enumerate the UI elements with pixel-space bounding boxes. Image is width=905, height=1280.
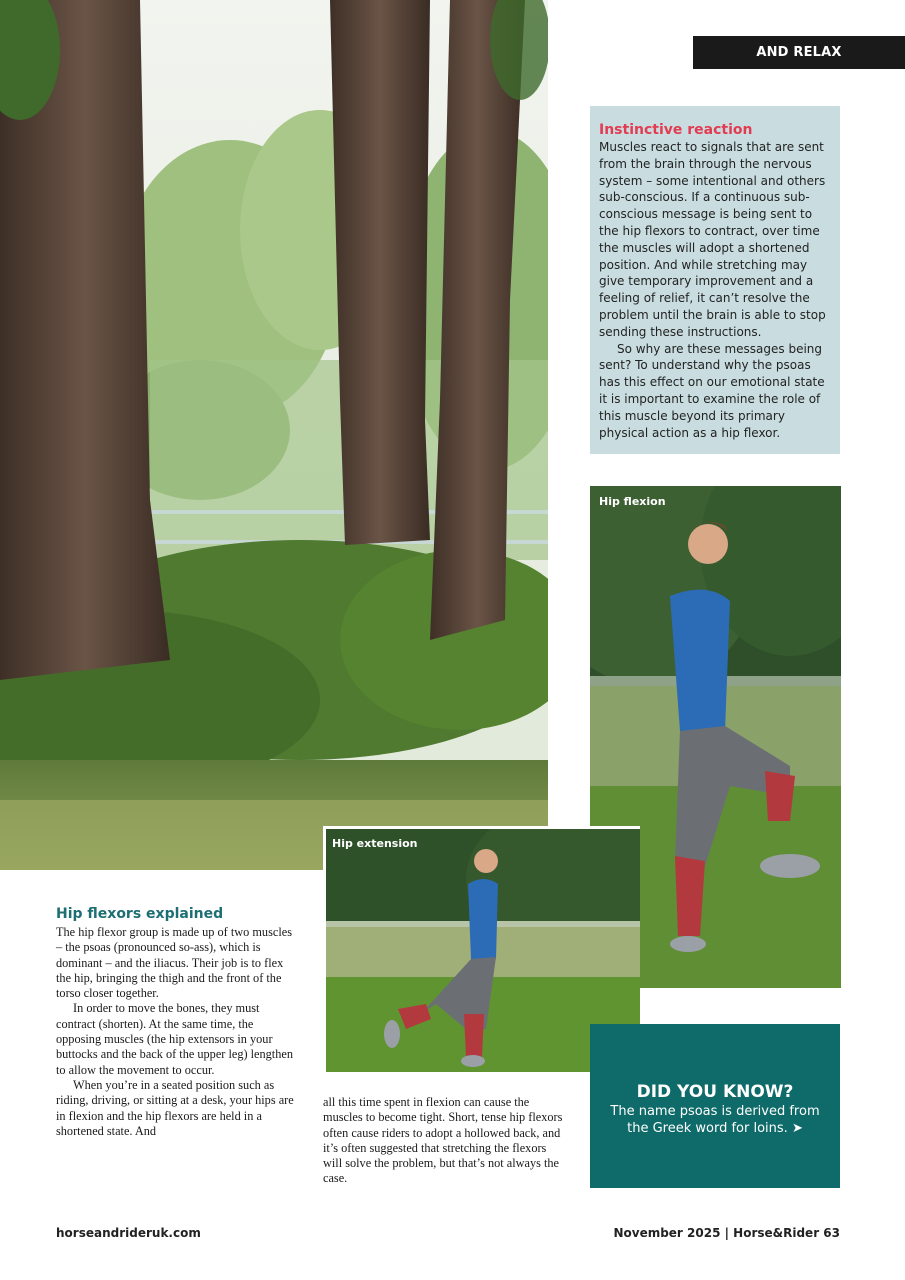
article-paragraph-2: In order to move the bones, they must contract (shorten). At the same time, the opposing muscles (the hip extensors in your buttocks and the back of the upper leg) lengthen to allow the movement to occur. bbox=[56, 1001, 293, 1077]
article-paragraph-1: The hip flexor group is made up of two muscles – the psoas (pronounced so-ass), which is dominant – and the iliacus. Their job is to flex the hip, bringing the thigh and the front of the torso closer together. bbox=[56, 925, 292, 1001]
article-paragraph-4: all this time spent in flexion can cause the muscles to become tight. Short, tense hip flexors often cause riders to adopt a hollowed back, and it’s often suggested that stretching the flexors will solve the problem, but that’s not always the case. bbox=[323, 1095, 563, 1186]
article-paragraph-3: When you’re in a seated position such as riding, driving, or sitting at a desk, your hips are in flexion and the hip flexors are held in a shortened state. And bbox=[56, 1077, 294, 1138]
article-column-1 bbox=[56, 925, 300, 1139]
instinctive-reaction-sidebar bbox=[590, 106, 840, 454]
extension-caption-text: Hip extension bbox=[332, 837, 418, 850]
footer-issue-page: November 2025 | Horse&Rider 63 bbox=[613, 1226, 840, 1240]
article-heading: Hip flexors explained bbox=[56, 906, 224, 922]
footer-website: horseandrideruk.com bbox=[56, 1226, 201, 1240]
flexion-caption-text: Hip flexion bbox=[599, 495, 666, 508]
did-you-know-box bbox=[590, 1024, 840, 1188]
did-you-know-title: DID YOU KNOW? bbox=[636, 1082, 794, 1102]
article-column-2 bbox=[323, 1095, 565, 1187]
did-you-know-text: The name psoas is derived from the Greek word for loins. ➤ bbox=[610, 1104, 820, 1136]
sidebar-title: Instinctive reaction bbox=[599, 122, 753, 138]
section-tag: AND RELAX bbox=[693, 36, 905, 69]
sidebar-paragraph-2: So why are these messages being sent? To understand why the psoas has this effect on our emotional state it is important to examine the role of this muscle beyond its primary physical action as a hip flexor. bbox=[599, 341, 825, 440]
main-forest-photo bbox=[0, 0, 548, 870]
sidebar-paragraph-1: Muscles react to signals that are sent from the brain through the nervous system – some intentional and others sub-conscious. If a continuous sub-conscious message is being sent to the hip flexors to contract, over time the muscles will adopt a shortened position. And while stretching may give temporary improvement and a feeling of relief, it can’t resolve the problem until the brain is able to stop sending these instructions. bbox=[599, 140, 826, 339]
